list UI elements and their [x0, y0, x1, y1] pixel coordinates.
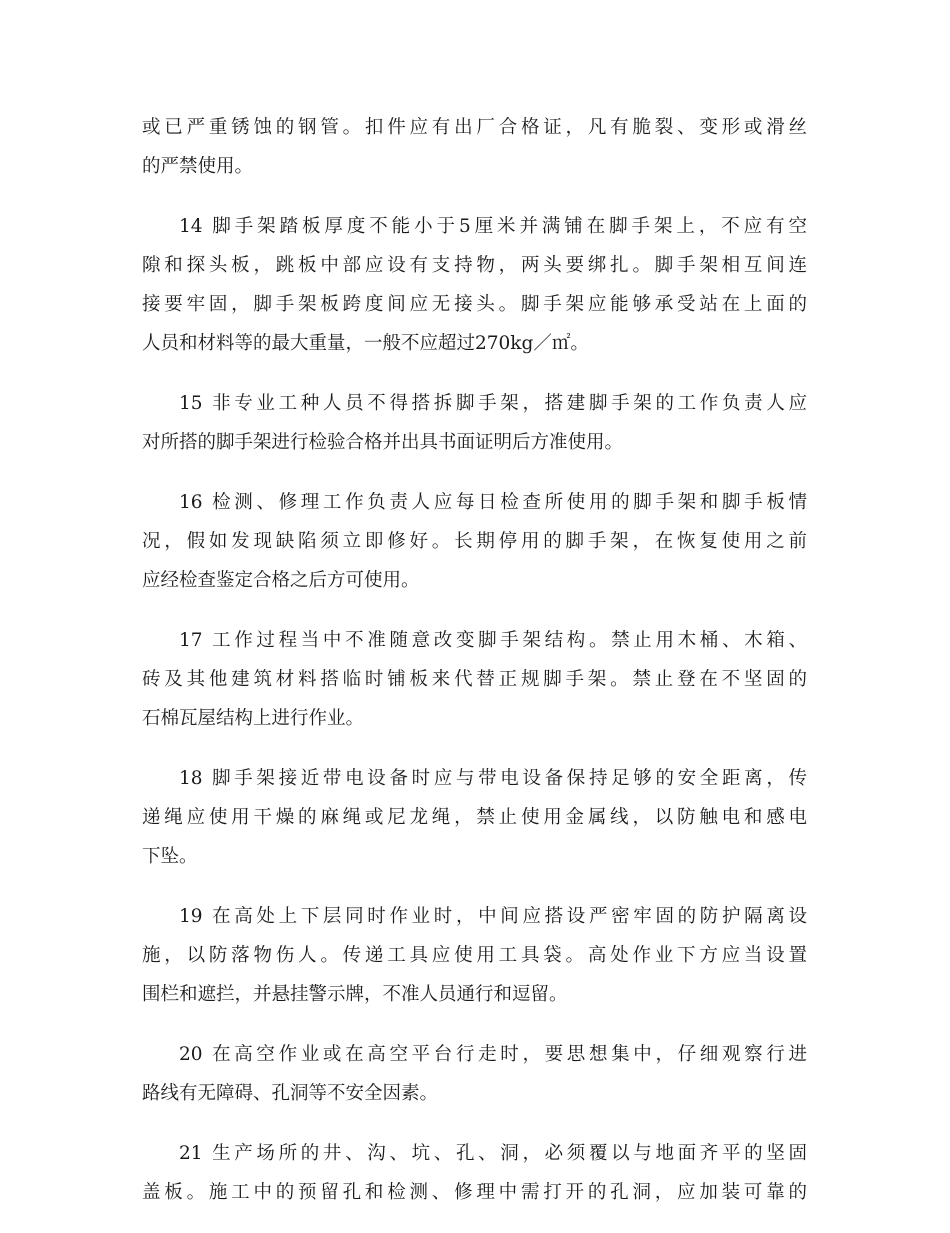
text-line: 的严禁使用。	[142, 156, 254, 177]
text-line: 21 生产场所的井、沟、坑、孔、洞，必须覆以与地面齐平的坚固	[179, 1143, 807, 1164]
text-line: 砖及其他建筑材料搭临时铺板来代替正规脚手架。禁止登在不坚固的	[142, 669, 807, 690]
text-line: 人员和材料等的最大重量，一般不应超过270kg／㎡。	[142, 333, 589, 354]
text-line: 应经检查鉴定合格之后方可使用。	[142, 570, 420, 591]
paragraph-continued	[142, 108, 807, 186]
text-line: 14 脚手架踏板厚度不能小于5厘米并满铺在脚手架上，不应有空	[179, 216, 807, 237]
text-line: 19 在高处上下层同时作业时，中间应搭设严密牢固的防护隔离设	[179, 906, 807, 927]
text-line: 18 脚手架接近带电设备时应与带电设备保持足够的安全距离，传	[179, 768, 807, 789]
text-line: 况，假如发现缺陷须立即修好。长期停用的脚手架，在恢复使用之前	[142, 531, 807, 552]
text-line: 施，以防落物伤人。传递工具应使用工具袋。高处作业下方应当设置	[142, 945, 807, 966]
paragraph-item-19	[142, 897, 807, 1014]
text-line: 递绳应使用干燥的麻绳或尼龙绳，禁止使用金属线，以防触电和感电	[142, 807, 807, 828]
text-line: 围栏和遮拦，并悬挂警示牌，不准人员通行和逗留。	[142, 984, 568, 1005]
paragraph-item-18	[142, 759, 807, 876]
text-line: 石棉瓦屋结构上进行作业。	[142, 708, 365, 729]
text-line: 16 检测、修理工作负责人应每日检查所使用的脚手架和脚手板情	[179, 492, 807, 513]
paragraph-item-17	[142, 621, 807, 738]
paragraph-item-16	[142, 483, 807, 600]
text-line: 隙和探头板，跳板中部应设有支持物，两头要绑扎。脚手架相互间连	[142, 255, 807, 276]
text-line: 对所搭的脚手架进行检验合格并出具书面证明后方准使用。	[142, 432, 624, 453]
paragraph-item-15	[142, 384, 807, 462]
text-line: 20 在高空作业或在高空平台行走时，要思想集中，仔细观察行进	[179, 1044, 807, 1065]
text-line: 或已严重锈蚀的钢管。扣件应有出厂合格证，凡有脆裂、变形或滑丝	[142, 117, 807, 138]
paragraph-item-21	[142, 1134, 807, 1212]
paragraph-item-14	[142, 207, 807, 363]
text-line: 路线有无障碍、孔洞等不安全因素。	[142, 1083, 439, 1104]
text-line: 15 非专业工种人员不得搭拆脚手架，搭建脚手架的工作负责人应	[179, 393, 807, 414]
paragraph-item-20	[142, 1035, 807, 1113]
text-line: 盖板。施工中的预留孔和检测、修理中需打开的孔洞，应加装可靠的	[142, 1182, 807, 1203]
text-line: 17 工作过程当中不准随意改变脚手架结构。禁止用木桶、木箱、	[179, 630, 807, 651]
text-line: 接要牢固，脚手架板跨度间应无接头。脚手架应能够承受站在上面的	[142, 294, 807, 315]
document-body	[142, 108, 807, 1233]
text-line: 下坠。	[142, 846, 198, 867]
